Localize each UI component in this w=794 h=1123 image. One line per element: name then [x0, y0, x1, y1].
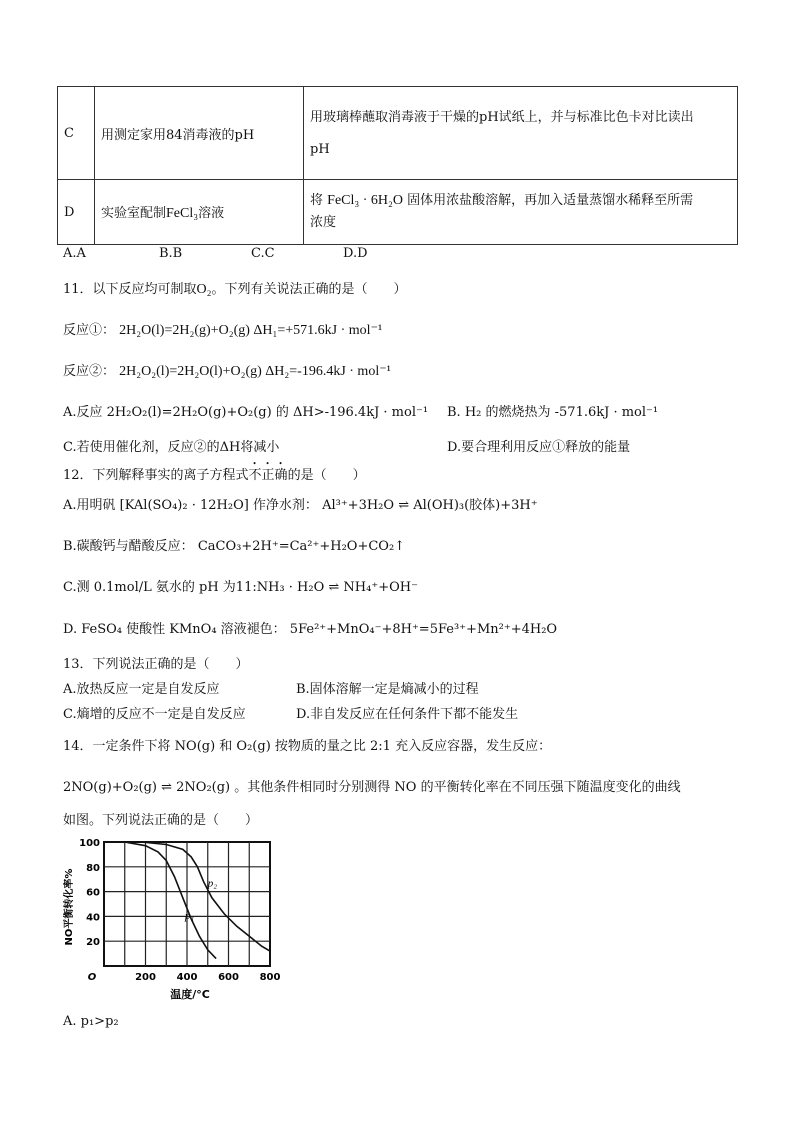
purpose-prefix: 实验室配制 — [101, 206, 167, 221]
x-tick-label: 200 — [135, 972, 156, 983]
x-tick-label: O — [87, 972, 97, 983]
q12-option-c[interactable]: C.测 0.1mol/L 氨水的 pH 为11:NH₃ · H₂O ⇌ NH₄⁺+OH⁻ — [63, 580, 418, 595]
q12-option-d[interactable]: D. FeSO₄ 使酸性 KMnO₄ 溶液褪色： 5Fe²⁺+MnO₄⁻+8H⁺=5Fe³⁺+Mn²⁺+4H₂O — [63, 622, 558, 637]
row-method — [304, 180, 738, 245]
y-tick-label: 60 — [86, 887, 100, 899]
x-axis-label: 温度/°C — [170, 988, 210, 1001]
series-label-p1: p₁ — [184, 909, 195, 922]
method-line: 浓度 — [310, 215, 337, 230]
row-letter: D — [58, 180, 95, 245]
q11-stem-chem: O₂ — [196, 282, 212, 297]
q11-reaction-1 — [63, 319, 382, 339]
table-row — [58, 180, 738, 245]
option-d[interactable]: D.D — [343, 246, 368, 261]
purpose-suffix: 溶液 — [198, 206, 225, 221]
q14-stem-line: 14．一定条件下将 NO(g) 和 O₂(g) 按物质的量之比 2:1 充入反应容器，发生反应： — [63, 739, 552, 754]
x-tick-label: 800 — [259, 972, 280, 983]
chart-grid — [104, 842, 270, 966]
x-tick-label: 600 — [218, 972, 239, 983]
q11-option-c[interactable]: C.若使用催化剂，反应②的ΔH将减小 — [63, 440, 280, 455]
purpose-chem: FeCl₃ — [166, 206, 199, 221]
method-line: 用玻璃棒蘸取消毒液于干燥的pH试纸上，并与标准比色卡对比读出 — [310, 110, 694, 125]
chart-ticks — [79, 838, 280, 983]
q11-reaction-2 — [63, 360, 391, 380]
reaction-equation: 2H₂O(l)=2H₂(g)+O₂(g) ΔH₁=+571.6kJ · mol⁻¹ — [119, 323, 383, 338]
q10-options — [63, 246, 368, 261]
series-label-p2: p₂ — [207, 877, 218, 890]
q14-option-a[interactable]: A. p₁>p₂ — [63, 1014, 119, 1029]
q13-option-d[interactable]: D.非自发反应在任何条件下都不能发生 — [296, 707, 519, 722]
y-tick-label: 80 — [86, 862, 100, 874]
q12-option-a[interactable]: A.用明矾 [KAl(SO₄)₂ · 12H₂O] 作净水剂： Al³⁺+3H₂O ⇌ Al(OH)₃(胶体)+3H⁺ — [63, 498, 538, 513]
method-line — [310, 190, 731, 212]
method-suffix: 固体用浓盐酸溶解，再加入适量蒸馏水稀释至所需 — [407, 193, 694, 208]
q11-option-d[interactable]: D.要合理利用反应①释放的能量 — [447, 440, 631, 455]
option-a[interactable]: A.A — [63, 246, 86, 261]
q14-stem-line: 2NO(g)+O₂(g) ⇌ 2NO₂(g) 。其他条件相同时分别测得 NO 的平衡转化率在不同压强下随温度变化的曲线 — [63, 780, 681, 795]
y-tick-label: 20 — [86, 937, 100, 949]
experiment-table — [57, 86, 738, 245]
q11-stem-prefix: 11．以下反应均可制取 — [63, 282, 197, 297]
method-chem: FeCl₃ · 6H₂O — [327, 193, 404, 208]
option-c[interactable]: C.C — [251, 246, 275, 261]
q11-stem — [63, 278, 407, 298]
reaction-label: 反应②： — [63, 364, 116, 379]
q12-stem-emphasis: 不正确 — [248, 468, 288, 483]
method-line: pH — [310, 142, 330, 157]
q11-option-a[interactable]: A.反应 2H₂O₂(l)=2H₂O(g)+O₂(g) 的 ΔH>-196.4kJ · mol⁻¹ — [63, 405, 429, 420]
q13-option-c[interactable]: C.熵增的反应不一定是自发反应 — [63, 707, 246, 722]
reaction-label: 反应①： — [63, 323, 116, 338]
q12-stem-suffix: 的是（ ） — [287, 468, 366, 483]
option-b[interactable]: B.B — [159, 246, 183, 261]
no-conversion-chart — [60, 832, 280, 1002]
q14-stem-line: 如图。下列说法正确的是（ ） — [63, 813, 259, 828]
x-tick-label: 400 — [176, 972, 198, 983]
q13-stem: 13．下列说法正确的是（ ） — [63, 657, 249, 672]
series-line-2 — [141, 842, 270, 951]
table-row — [58, 87, 738, 180]
y-tick-label: 100 — [79, 838, 100, 849]
method-prefix: 将 — [310, 193, 324, 208]
row-purpose: 用测定家用84消毒液的pH — [95, 87, 304, 180]
q12-stem — [63, 460, 366, 483]
y-axis-label: NO平衡转化率% — [64, 868, 75, 946]
row-letter: C — [58, 87, 95, 180]
row-purpose — [95, 180, 304, 245]
y-tick-label: 40 — [86, 912, 100, 924]
q13-option-b[interactable]: B.固体溶解一定是熵减小的过程 — [296, 682, 479, 697]
q11-option-b[interactable]: B. H₂ 的燃烧热为 -571.6kJ · mol⁻¹ — [447, 405, 659, 420]
reaction-equation: 2H₂O₂(l)=2H₂O(l)+O₂(g) ΔH₂=-196.4kJ · mol⁻¹ — [119, 364, 391, 379]
q12-option-b[interactable]: B.碳酸钙与醋酸反应： CaCO₃+2H⁺=Ca²⁺+H₂O+CO₂↑ — [63, 539, 406, 554]
row-method — [304, 87, 738, 180]
q11-stem-suffix: 。下列有关说法正确的是（ ） — [211, 282, 407, 297]
q12-stem-prefix: 12．下列解释事实的离子方程式 — [63, 468, 249, 483]
q13-option-a[interactable]: A.放热反应一定是自发反应 — [63, 682, 220, 697]
